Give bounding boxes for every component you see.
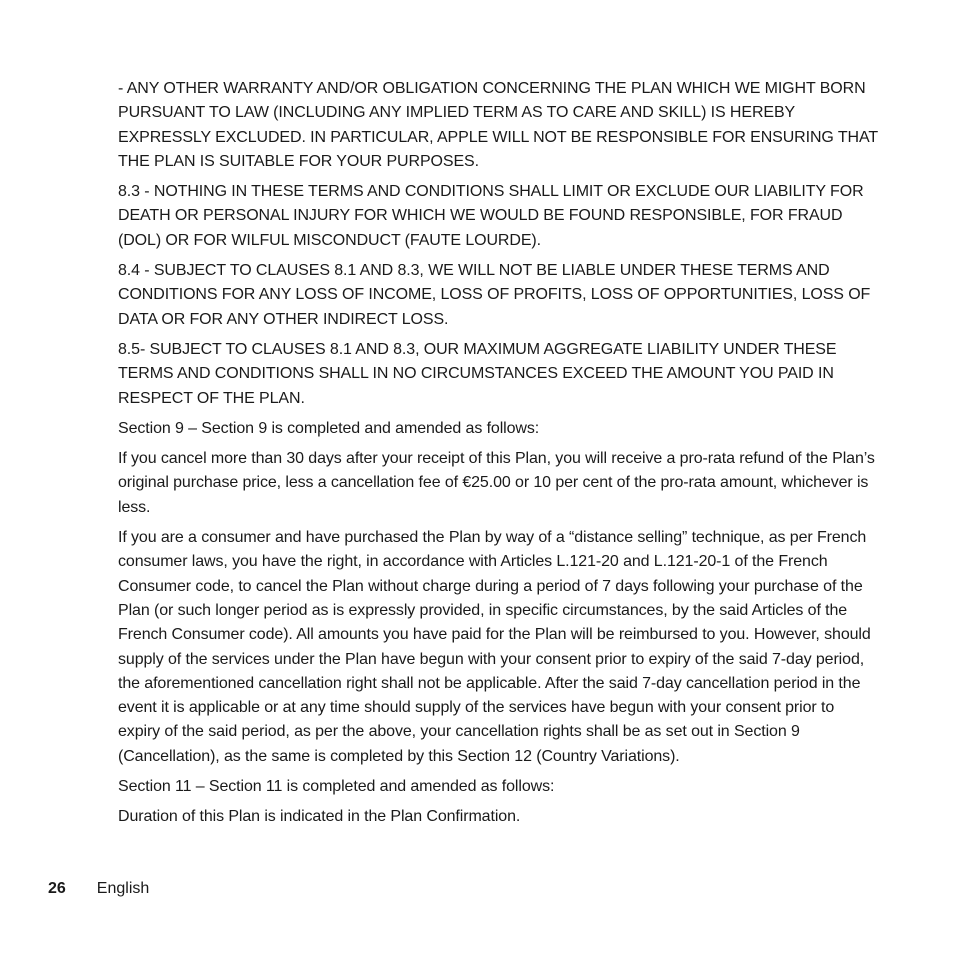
paragraph-warranty-exclusion: - ANY OTHER WARRANTY AND/OR OBLIGATION CONCERNING THE PLAN WHICH WE MIGHT BORN PURSUANT TO LAW (INCLUDING ANY IMPLIED TERM AS TO CARE AND SKILL) IS HEREBY EXPRESSLY EXCLUDED. IN PARTICULAR, APPLE WILL NOT BE RESPONSIBLE FOR ENSURING THAT THE PLAN IS SUITABLE FOR YOUR PURPOSES. xyxy=(118,80,878,170)
page-number: 26 xyxy=(48,880,66,897)
paragraph-clause-8-5: 8.5- SUBJECT TO CLAUSES 8.1 AND 8.3, OUR MAXIMUM AGGREGATE LIABILITY UNDER THESE TERMS AND CONDITIONS SHALL IN NO CIRCUMSTANCES EXCEED THE AMOUNT YOU PAID IN RESPECT OF THE PLAN. xyxy=(118,340,837,407)
page-footer xyxy=(48,877,149,901)
paragraph-clause-8-4: 8.4 - SUBJECT TO CLAUSES 8.1 AND 8.3, WE WILL NOT BE LIABLE UNDER THESE TERMS AND CONDITIONS FOR ANY LOSS OF INCOME, LOSS OF PROFITS, LOSS OF OPPORTUNITIES, LOSS OF DATA OR FOR ANY OTHER INDIRECT LOSS. xyxy=(118,262,871,328)
paragraph-section-9-heading: Section 9 – Section 9 is completed and amended as follows: xyxy=(118,419,540,437)
document-body xyxy=(118,77,878,836)
paragraph-section-11-heading: Section 11 – Section 11 is completed and amended as follows: xyxy=(118,778,555,796)
paragraph-distance-selling: If you are a consumer and have purchased the Plan by way of a “distance selling” technique, as per French consumer laws, you have the right, in accordance with Articles L.121-20 and L.121-20-1 of the French Consumer code, to cancel the Plan without charge during a period of 7 days following your purchase of the Plan (or such longer period as is expressly provided, in specific circumstances, by the said Articles of the French Consumer code). All amounts you have paid for the Plan will be reimbursed to you. However, should supply of the services under the Plan have begun with your consent prior to expiry of the said 7-day period, the aforementioned cancellation right shall not be applicable. After the said 7-day cancellation period in the event it is applicable or at any time should supply of the services have begun with your consent prior to expiry of the said period, as per the above, your cancellation rights shall be as set out in Section 9 (Cancellation), as the same is completed by this Section 12 (Country Variations). xyxy=(118,529,871,765)
paragraph-clause-8-3: 8.3 - NOTHING IN THESE TERMS AND CONDITIONS SHALL LIMIT OR EXCLUDE OUR LIABILITY FOR DEATH OR PERSONAL INJURY FOR WHICH WE WOULD BE FOUND RESPONSIBLE, FOR FRAUD (DOL) OR FOR WILFUL MISCONDUCT (FAUTE LOURDE). xyxy=(118,183,864,249)
paragraph-cancellation-refund: If you cancel more than 30 days after your receipt of this Plan, you will receive a pro-rata refund of the Plan’s original purchase price, less a cancellation fee of €25.00 or 10 per cent of the pro-rata amount, whichever is less. xyxy=(118,450,875,516)
paragraph-plan-duration: Duration of this Plan is indicated in the Plan Confirmation. xyxy=(118,808,521,826)
footer-language: English xyxy=(96,880,150,897)
